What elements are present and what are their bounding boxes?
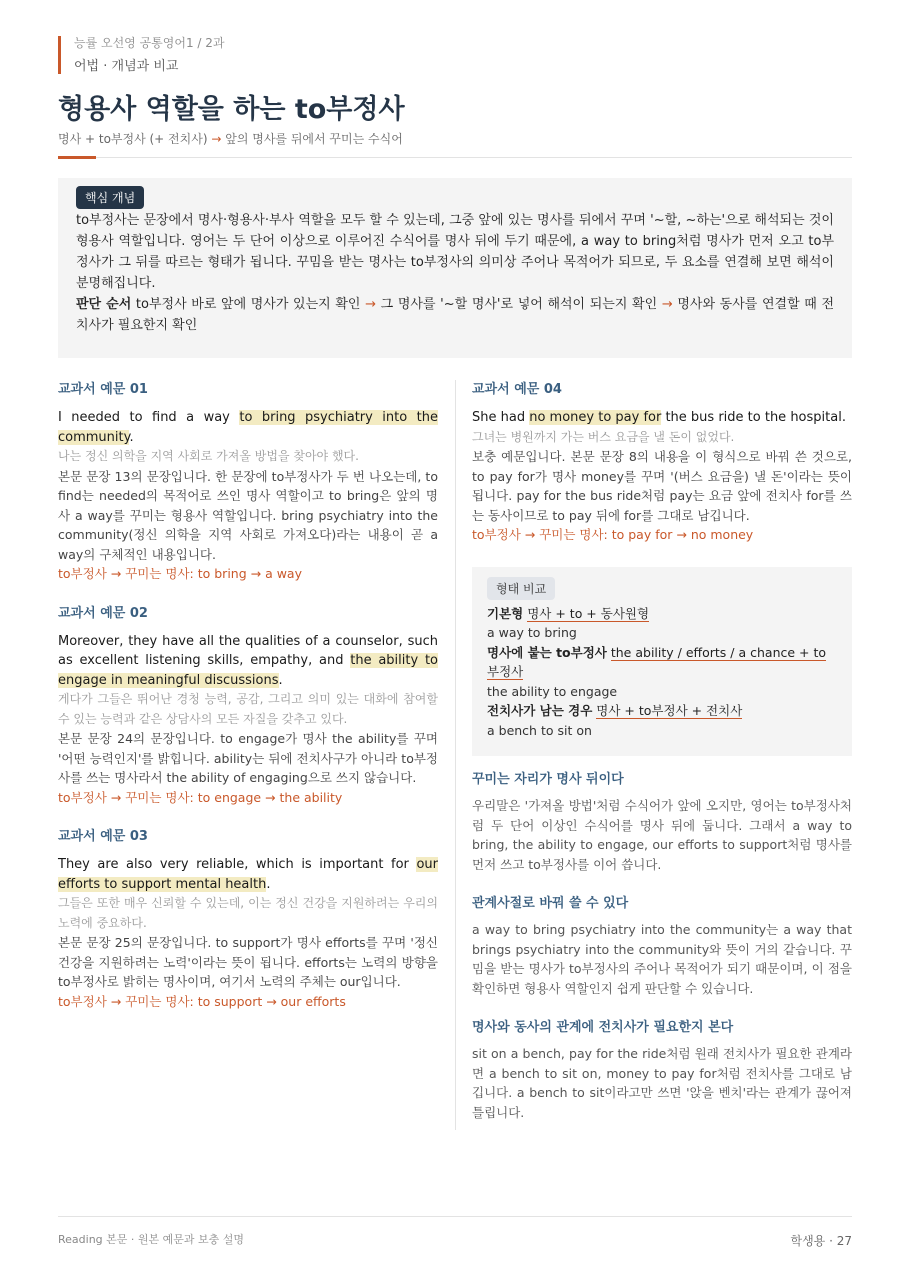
footer-divider [58, 1216, 852, 1217]
subtitle-meaning: 앞의 명사를 뒤에서 꾸미는 수식어 [225, 132, 403, 146]
arrow-icon: → [365, 297, 377, 312]
form-row [487, 643, 837, 682]
arrow-icon: → [211, 132, 222, 146]
core-concept-body: to부정사는 문장에서 명사·형용사·부사 역할을 모두 할 수 있는데, 그중 앞에 있는 명사를 뒤에서 꾸며 '~할, ~하는'으로 해석되는 것이 형용사 역할입니다. 영어는 두 단어 이상으로 이루어진 수식어를 명사 뒤에 두기 때문에, a way to bring처럼 명사가 먼저 오고 to부정사가 그 뒤를 따르는 형태가 됩니다. 꾸밈을 받는 명사는 to부정사의 의미상 주어나 목적어가 되므로, 두 요소를 연결해 보면 해석이 분명해집니다. [76, 213, 834, 291]
example-explanation: 본문 문장 25의 문장입니다. to support가 명사 efforts를 꾸며 '정신 건강을 지원하려는 노력'이라는 뜻이 됩니다. efforts는 노력의 방향을 to부정사로 밝히는 명사이며, 여기서 노력의 주체는 our입니다. [58, 935, 438, 989]
form-comparison-box [472, 567, 852, 757]
section-body: sit on a bench, pay for the ride처럼 원래 전치사가 필요한 관계라면 a bench to sit on, money to pay for처럼 전치사를 그대로 남깁니다. a bench to sit이라고만 쓰면 '앉을 벤치'라는 관계가 끊어져 틀립니다. [472, 1046, 852, 1120]
highlighted-phrase: no money to pay for [529, 410, 662, 425]
form-row [487, 701, 837, 721]
title-divider-accent [58, 156, 96, 159]
example-label: 교과서 예문 04 [472, 382, 562, 397]
example-sentence [58, 408, 438, 447]
subtitle-pattern: 명사 + to부정사 (+ 전치사) [58, 132, 208, 146]
header-accent-bar [58, 36, 61, 74]
example-label: 교과서 예문 02 [58, 605, 148, 621]
example-label: 교과서 예문 03 [58, 829, 148, 844]
example-translation: 그들은 또한 매우 신뢰할 수 있는데, 이는 정신 건강을 지원하려는 우리의 노력에 중요하다. [58, 896, 438, 930]
column-divider [455, 380, 456, 1130]
example-block [472, 380, 852, 545]
sentence-text: . [129, 429, 134, 445]
example-explanation: 본문 문장 24의 문장입니다. to engage가 명사 the ability를 꾸며 '어떤 능력인지'를 밝힙니다. ability는 뒤에 전치사구가 아니라 to부정사를 쓰는 명사라서 the ability of engaging으로 쓰지 않습니다. [58, 731, 438, 785]
arrow-icon: → [661, 297, 673, 312]
form-example: a way to bring [487, 625, 577, 640]
section-heading: 꾸미는 자리가 명사 뒤이다 [472, 772, 624, 787]
page-subtitle [58, 130, 403, 147]
example-sentence [472, 408, 852, 428]
example-translation: 게다가 그들은 뛰어난 경청 능력, 공감, 그리고 의미 있는 대화에 참여할 수 있는 능력과 같은 상담사의 모든 자질을 갖추고 있다. [58, 692, 438, 726]
form-comparison-badge: 형태 비교 [487, 577, 555, 600]
form-example: a bench to sit on [487, 722, 592, 738]
explanation-section [472, 892, 852, 998]
core-concept-box [58, 178, 852, 358]
footer-source: Reading 본문 · 원본 예문과 보충 설명 [58, 1233, 245, 1246]
form-term: 명사에 붙는 to부정사 [487, 644, 607, 660]
left-column [58, 380, 438, 1031]
example-label: 교과서 예문 01 [58, 382, 148, 397]
right-column [472, 380, 852, 1122]
highlighted-phrase: our efforts to support mental health [58, 857, 438, 892]
core-concept-text [76, 210, 834, 336]
section-body: 우리말은 '가져올 방법'처럼 수식어가 앞에 오지만, 영어는 to부정사처럼 두 단어 이상인 수식어를 명사 뒤에 둡니다. 그래서 a way to bring, the ability to engage, our efforts to support처럼 명사를 먼저 쓰고 to부정사를 이어 씁니다. [472, 798, 852, 872]
judgment-step-1: to부정사 바로 앞에 명사가 있는지 확인 [135, 297, 361, 312]
example-translation: 나는 정신 의학을 지역 사회로 가져올 방법을 찾아야 했다. [58, 449, 359, 463]
example-summary: to부정사 → 꾸미는 명사: to bring → a way [58, 566, 302, 581]
page-title: 형용사 역할을 하는 to부정사 [58, 94, 405, 125]
example-block [58, 604, 438, 808]
sentence-text: . [266, 876, 271, 892]
judgment-steps [76, 294, 834, 336]
form-pattern: 명사 + to + 동사원형 [527, 605, 650, 621]
title-divider [58, 157, 852, 158]
core-concept-badge: 핵심 개념 [76, 186, 144, 209]
section-label: 어법 · 개념과 비교 [74, 59, 179, 74]
judgment-step-2: 그 명사를 '~할 명사'로 넣어 해석이 되는지 확인 [380, 297, 658, 312]
form-example: the ability to engage [487, 683, 618, 699]
explanation-section [472, 768, 852, 874]
example-summary: to부정사 → 꾸미는 명사: to pay for → no money [472, 527, 754, 542]
highlighted-phrase: the ability to engage in meaningful discussions [58, 653, 438, 688]
section-heading: 관계사절로 바꿔 쓸 수 있다 [472, 896, 629, 911]
course-label: 능률 오선영 공통영어1 / 2과 [74, 36, 225, 50]
sentence-text: Moreover, they have all the qualities of a counselor, such as excellent listening skills, empathy, and [58, 633, 438, 668]
page-number: 학생용 · 27 [790, 1234, 852, 1248]
judgment-step-3: 명사와 동사를 연결할 때 전치사가 필요한지 확인 [76, 297, 835, 333]
example-summary: to부정사 → 꾸미는 명사: to support → our efforts [58, 993, 346, 1009]
form-pattern: the ability / efforts / a chance + to부정사 [487, 644, 827, 679]
example-summary: to부정사 → 꾸미는 명사: to engage → the ability [58, 789, 343, 805]
judgment-steps-label: 판단 순서 [76, 297, 132, 312]
example-block [58, 380, 438, 584]
example-sentence [58, 632, 438, 691]
example-sentence [58, 855, 438, 894]
form-term: 전치사가 남는 경우 [487, 703, 593, 718]
form-term: 기본형 [487, 605, 524, 621]
sentence-text: She had [472, 410, 530, 425]
section-heading: 명사와 동사의 관계에 전치사가 필요한지 본다 [472, 1020, 734, 1035]
sentence-text: the bus ride to the hospital. [661, 410, 846, 425]
sentence-text: . [278, 672, 283, 688]
sentence-text: They are also very reliable, which is important for [58, 857, 417, 872]
sentence-text: I needed to find a way [58, 410, 240, 425]
highlighted-phrase: to bring psychiatry into the community [58, 410, 438, 445]
section-body: a way to bring psychiatry into the community는 a way that brings psychiatry into the community와 뜻이 거의 같습니다. 꾸밈을 받는 명사가 to부정사의 주어나 목적어가 되기 때문이며, 이 점을 확인하면 형용사 역할인지 쉽게 판단할 수 있습니다. [472, 922, 852, 996]
form-row [487, 604, 837, 624]
example-translation: 그녀는 병원까지 가는 버스 요금을 낼 돈이 없었다. [472, 429, 735, 444]
explanation-section [472, 1016, 852, 1122]
example-explanation: 본문 문장 13의 문장입니다. 한 문장에 to부정사가 두 번 나오는데, to find는 needed의 목적어로 쓰인 명사 역할이고 to bring은 앞의 명사 a way를 꾸미는 형용사 역할입니다. bring psychiatry into the community(정신 의학을 지역 사회로 가져오다)라는 내용이 곧 a way의 구체적인 내용입니다. [58, 468, 438, 562]
form-pattern: 명사 + to부정사 + 전치사 [596, 703, 743, 718]
example-block [58, 827, 438, 1011]
example-explanation: 보충 예문입니다. 본문 문장 8의 내용을 이 형식으로 바꿔 쓴 것으로, to pay for가 명사 money를 꾸며 '(버스 요금을) 낼 돈'이라는 뜻이 됩니다. pay for the bus ride처럼 pay는 요금 앞에 전치사 for를 쓰는 동사이므로 to pay 뒤에 for를 그대로 남깁니다. [472, 449, 852, 523]
